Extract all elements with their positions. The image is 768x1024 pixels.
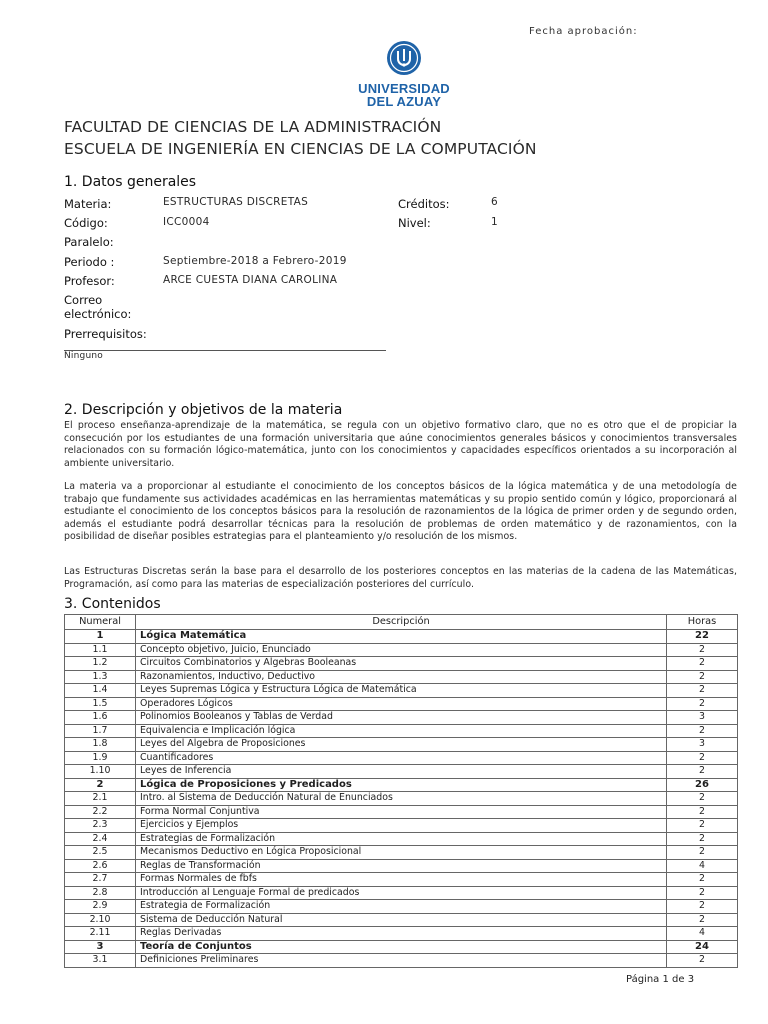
nivel-label: Nivel:: [398, 216, 431, 230]
table-unit-row: [65, 940, 738, 954]
row-numeral: 2.4: [65, 832, 136, 846]
row-hours: 2: [667, 819, 738, 833]
row-hours: 2: [667, 913, 738, 927]
row-description: Reglas Derivadas: [136, 927, 667, 941]
row-description: Concepto objetivo, Juicio, Enunciado: [136, 643, 667, 657]
row-hours: 2: [667, 657, 738, 671]
row-numeral: 2.1: [65, 792, 136, 806]
column-header-description: Descripción: [136, 615, 667, 630]
row-numeral: 3: [65, 940, 136, 954]
section-description-title: 2. Descripción y objetivos de la materia: [64, 402, 343, 418]
row-hours: 2: [667, 697, 738, 711]
university-logo: [354, 40, 454, 108]
university-name-line1: UNIVERSIDAD: [358, 81, 450, 96]
table-row: [65, 805, 738, 819]
table-row: [65, 859, 738, 873]
table-row: [65, 765, 738, 779]
row-hours: 4: [667, 927, 738, 941]
row-numeral: 1.9: [65, 751, 136, 765]
row-description: Operadores Lógicos: [136, 697, 667, 711]
table-row: [65, 670, 738, 684]
row-numeral: 2.3: [65, 819, 136, 833]
school-name: ESCUELA DE INGENIERÍA EN CIENCIAS DE LA COMPUTACIÓN: [64, 140, 537, 158]
row-hours: 2: [667, 724, 738, 738]
table-row: [65, 832, 738, 846]
description-paragraph-3: Las Estructuras Discretas serán la base para el desarrollo de los posteriores conceptos en las materias de la cadena de las Matemáticas, Programación, así como para las materias de especialización posteriores del currículo.: [64, 566, 737, 590]
row-description: Formas Normales de fbfs: [136, 873, 667, 887]
description-paragraph-2: La materia va a proporcionar al estudiante el conocimiento de los conceptos básicos de la lógica matemática y de una metodología de trabajo que fundamente sus actividades académicas en las herramientas matemáticas y su propio sentido común y lógico, proporcionará al estudiante el conocimiento de los conceptos básicos para la resolución de razonamientos de la lógica de primer orden y de segundo orden, además el estudiante podrá desarrollar técnicas para la resolución de problemas de orden matemático y de razonamientos, con la posibilidad de diseñar posibles estrategias para el planteamiento y/o resolución de los mismos.: [64, 481, 737, 542]
row-hours: 4: [667, 859, 738, 873]
row-description: Forma Normal Conjuntiva: [136, 805, 667, 819]
contents-table: [64, 614, 738, 968]
row-numeral: 2.11: [65, 927, 136, 941]
row-numeral: 1.10: [65, 765, 136, 779]
row-numeral: 2: [65, 778, 136, 792]
table-row: [65, 954, 738, 968]
row-description: Cuantificadores: [136, 751, 667, 765]
row-hours: 2: [667, 643, 738, 657]
table-row: [65, 643, 738, 657]
row-description: Polinomios Booleanos y Tablas de Verdad: [136, 711, 667, 725]
table-row: [65, 792, 738, 806]
table-row: [65, 846, 738, 860]
table-row: [65, 886, 738, 900]
university-seal-icon: [386, 40, 422, 76]
row-numeral: 2.10: [65, 913, 136, 927]
row-description: Estrategias de Formalización: [136, 832, 667, 846]
row-description: Introducción al Lenguaje Formal de predicados: [136, 886, 667, 900]
profesor-value: ARCE CUESTA DIANA CAROLINA: [163, 274, 338, 286]
row-description: Razonamientos, Inductivo, Deductivo: [136, 670, 667, 684]
university-name-line2: DEL AZUAY: [366, 94, 442, 109]
row-hours: 3: [667, 738, 738, 752]
description-paragraph-1: El proceso enseñanza-aprendizaje de la matemática, se regula con un objetivo formativo claro, que no es otro que el de propiciar la consecución por los estudiantes de una formación universitaria que aúne conocimientos generales básicos y conocimientos transversales relacionados con su formación lógico-matemática, junto con los conocimientos y capacidades específicos orientados a su incorporación al ambiente universitario.: [64, 420, 737, 469]
row-numeral: 1.5: [65, 697, 136, 711]
row-description: Leyes de Inferencia: [136, 765, 667, 779]
nivel-value: 1: [491, 216, 498, 228]
table-row: [65, 724, 738, 738]
approval-date-label: Fecha aprobación:: [529, 26, 638, 37]
table-row: [65, 738, 738, 752]
row-description: Leyes Supremas Lógica y Estructura Lógica de Matemática: [136, 684, 667, 698]
contents-body: [65, 630, 738, 968]
row-hours: 2: [667, 751, 738, 765]
prerrequisitos-label: Prerrequisitos:: [64, 327, 147, 341]
table-unit-row: [65, 630, 738, 644]
table-row: [65, 711, 738, 725]
row-description: Mecanismos Deductivo en Lógica Proposicional: [136, 846, 667, 860]
row-hours: 3: [667, 711, 738, 725]
row-description: Leyes del Algebra de Proposiciones: [136, 738, 667, 752]
row-hours: 22: [667, 630, 738, 644]
section-contents-title: 3. Contenidos: [64, 596, 161, 612]
row-hours: 2: [667, 765, 738, 779]
column-header-numeral: Numeral: [65, 615, 136, 630]
row-numeral: 1.6: [65, 711, 136, 725]
row-description: Lógica Matemática: [136, 630, 667, 644]
page-number: Página 1 de 3: [626, 974, 695, 985]
correo-label-line2: electrónico:: [64, 307, 132, 321]
row-numeral: 1.3: [65, 670, 136, 684]
row-hours: 2: [667, 954, 738, 968]
paralelo-label: Paralelo:: [64, 235, 114, 249]
row-description: Estrategia de Formalización: [136, 900, 667, 914]
prerrequisitos-divider: [64, 350, 386, 351]
faculty-name: FACULTAD DE CIENCIAS DE LA ADMINISTRACIÓN: [64, 118, 442, 136]
row-hours: 2: [667, 684, 738, 698]
row-hours: 2: [667, 900, 738, 914]
row-numeral: 2.6: [65, 859, 136, 873]
profesor-label: Profesor:: [64, 274, 115, 288]
correo-label-line1: Correo: [64, 293, 103, 307]
row-numeral: 3.1: [65, 954, 136, 968]
row-description: Lógica de Proposiciones y Predicados: [136, 778, 667, 792]
faculty-heading: [64, 116, 537, 160]
row-numeral: 1.1: [65, 643, 136, 657]
row-description: Ejercicios y Ejemplos: [136, 819, 667, 833]
row-hours: 2: [667, 886, 738, 900]
periodo-label: Periodo :: [64, 255, 115, 269]
row-description: Definiciones Preliminares: [136, 954, 667, 968]
row-hours: 2: [667, 805, 738, 819]
row-numeral: 2.9: [65, 900, 136, 914]
row-hours: 2: [667, 873, 738, 887]
row-numeral: 2.2: [65, 805, 136, 819]
row-hours: 2: [667, 846, 738, 860]
row-description: Teoría de Conjuntos: [136, 940, 667, 954]
table-row: [65, 697, 738, 711]
row-hours: 24: [667, 940, 738, 954]
row-description: Equivalencia e Implicación lógica: [136, 724, 667, 738]
row-description: Circuitos Combinatorios y Algebras Booleanas: [136, 657, 667, 671]
row-description: Sistema de Deducción Natural: [136, 913, 667, 927]
table-row: [65, 913, 738, 927]
row-numeral: 1.7: [65, 724, 136, 738]
column-header-hours: Horas: [667, 615, 738, 630]
row-numeral: 2.8: [65, 886, 136, 900]
row-description: Intro. al Sistema de Deducción Natural de Enunciados: [136, 792, 667, 806]
table-row: [65, 684, 738, 698]
row-description: Reglas de Transformación: [136, 859, 667, 873]
creditos-value: 6: [491, 196, 498, 208]
materia-value: ESTRUCTURAS DISCRETAS: [163, 196, 309, 208]
row-numeral: 1.8: [65, 738, 136, 752]
table-row: [65, 900, 738, 914]
row-hours: 2: [667, 792, 738, 806]
table-row: [65, 657, 738, 671]
section-general-title: 1. Datos generales: [64, 174, 197, 190]
codigo-label: Código:: [64, 216, 108, 230]
row-numeral: 2.5: [65, 846, 136, 860]
row-hours: 2: [667, 832, 738, 846]
table-row: [65, 819, 738, 833]
table-row: [65, 751, 738, 765]
row-numeral: 1.2: [65, 657, 136, 671]
row-hours: 2: [667, 670, 738, 684]
table-row: [65, 927, 738, 941]
creditos-label: Créditos:: [398, 197, 450, 211]
row-numeral: 2.7: [65, 873, 136, 887]
table-row: [65, 873, 738, 887]
periodo-value: Septiembre-2018 a Febrero-2019: [163, 255, 347, 267]
row-hours: 26: [667, 778, 738, 792]
materia-label: Materia:: [64, 197, 112, 211]
table-unit-row: [65, 778, 738, 792]
contents-header-row: [65, 615, 738, 630]
codigo-value: ICC0004: [163, 216, 210, 228]
row-numeral: 1: [65, 630, 136, 644]
prerrequisitos-value: Ninguno: [64, 351, 103, 361]
row-numeral: 1.4: [65, 684, 136, 698]
